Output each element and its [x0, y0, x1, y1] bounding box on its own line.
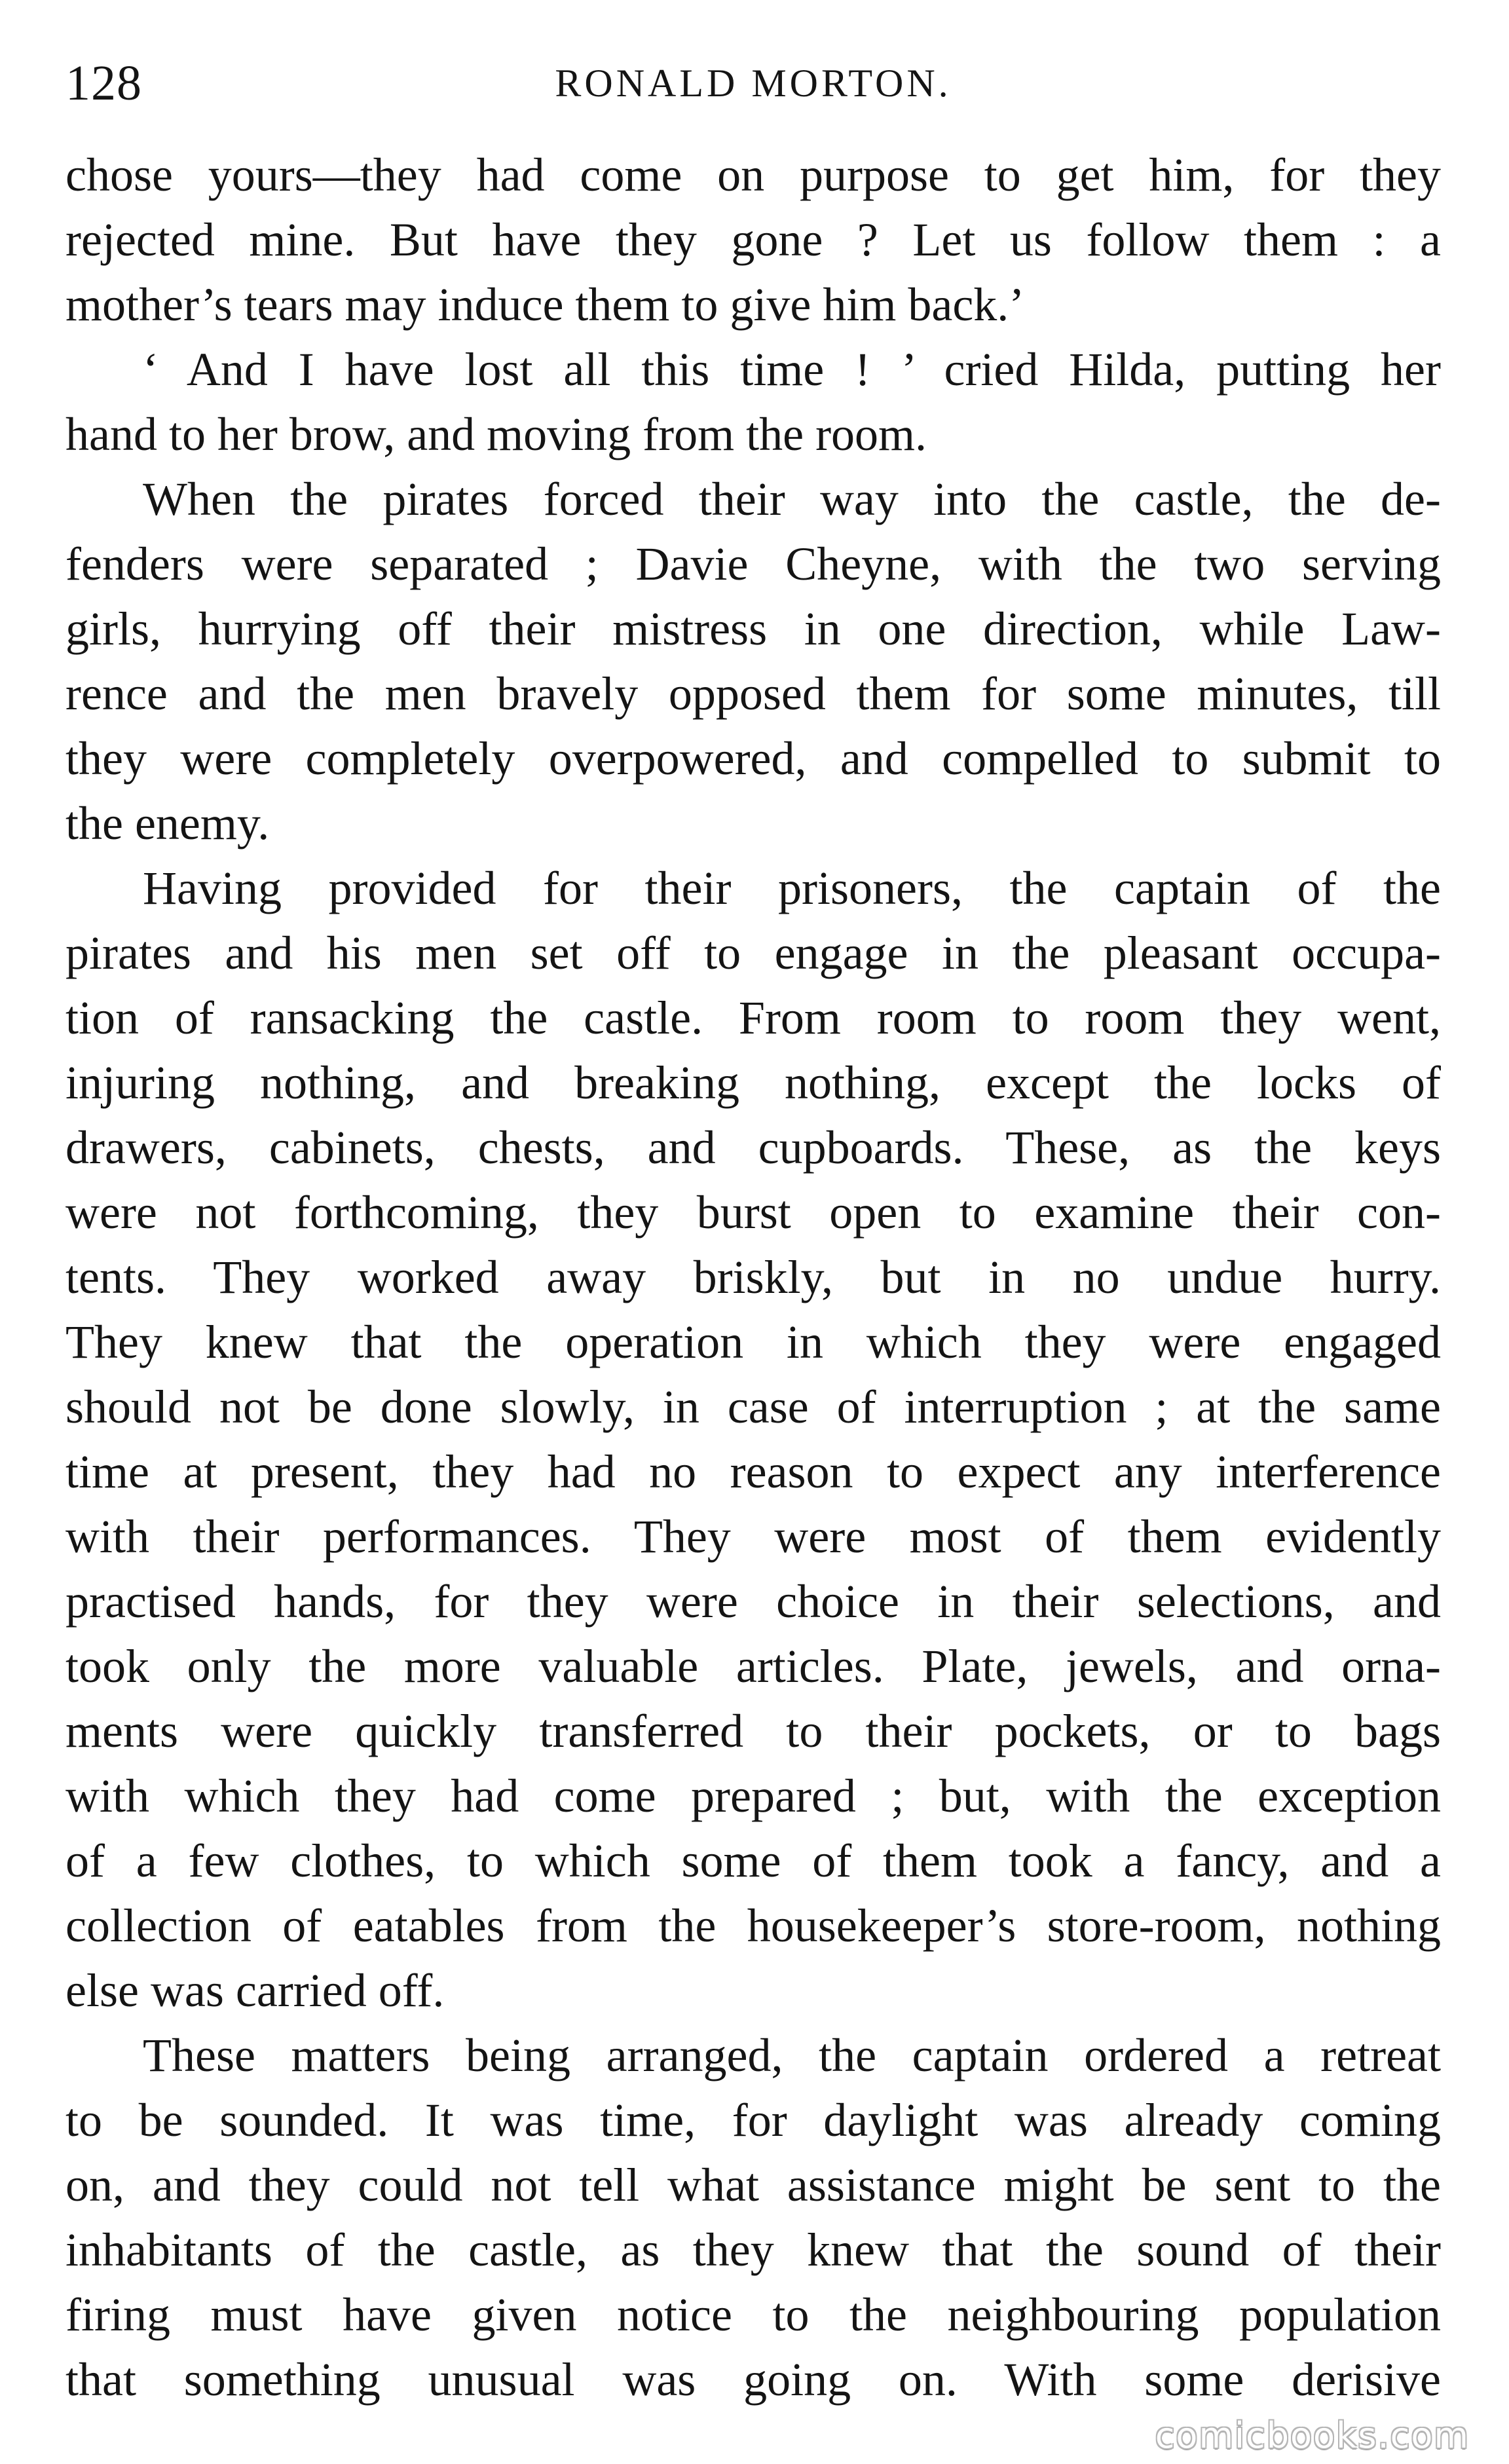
running-head: RONALD MORTON.	[555, 62, 952, 105]
text-line: firing must have given notice to the neighbouring population	[65, 2288, 1441, 2341]
page-number: 128	[65, 56, 142, 111]
text-line: were not forthcoming, they burst open to examine their con-	[65, 1186, 1441, 1239]
text-line: with their performances. They were most of them evidently	[65, 1510, 1441, 1563]
text-line: pirates and his men set off to engage in the pleasant occupa-	[65, 927, 1441, 979]
text-line: mother’s tears may induce them to give him back.’	[65, 278, 1025, 331]
paragraph-first-line: ‘ And I have lost all this time ! ’ cried Hilda, putting her	[143, 343, 1441, 396]
text-line: ments were quickly transferred to their pockets, or to bags	[65, 1705, 1441, 1757]
text-line: practised hands, for they were choice in their selections, and	[65, 1575, 1441, 1628]
text-line: with which they had come prepared ; but, with the exception	[65, 1770, 1441, 1822]
text-line: they were completely overpowered, and compelled to submit to	[65, 732, 1441, 785]
text-line: that something unusual was going on. With some derisive	[65, 2353, 1441, 2406]
text-line: of a few clothes, to which some of them took a fancy, and a	[65, 1835, 1441, 1887]
text-line: injuring nothing, and breaking nothing, except the locks of	[65, 1056, 1441, 1109]
text-line: inhabitants of the castle, as they knew that the sound of their	[65, 2224, 1441, 2276]
text-line: rejected mine. But have they gone ? Let us follow them : a	[65, 214, 1441, 266]
text-line: fenders were separated ; Davie Cheyne, with the two serving	[65, 538, 1441, 590]
text-line: collection of eatables from the housekeeper’s store-room, nothing	[65, 1899, 1441, 1952]
text-line: tion of ransacking the castle. From room to room they went,	[65, 992, 1441, 1044]
text-line: took only the more valuable articles. Plate, jewels, and orna-	[65, 1640, 1441, 1692]
body-text	[65, 143, 1441, 2412]
text-line: tents. They worked away briskly, but in no undue hurry.	[65, 1251, 1441, 1303]
text-line: the enemy.	[65, 797, 270, 849]
paragraph-first-line: When the pirates forced their way into the castle, the de-	[143, 473, 1441, 525]
text-line: time at present, they had no reason to expect any interference	[65, 1446, 1441, 1498]
page-header	[65, 47, 1441, 119]
text-line: to be sounded. It was time, for daylight was already coming	[65, 2094, 1441, 2146]
watermark: comicbooks.com	[1155, 2415, 1470, 2456]
text-line: rence and the men bravely opposed them for some minutes, till	[65, 667, 1441, 720]
text-line: else was carried off.	[65, 1964, 445, 2017]
text-line: should not be done slowly, in case of interruption ; at the same	[65, 1381, 1441, 1433]
paragraph-first-line: These matters being arranged, the captain ordered a retreat	[143, 2029, 1441, 2081]
text-line: hand to her brow, and moving from the room.	[65, 408, 927, 460]
text-line: drawers, cabinets, chests, and cupboards. These, as the keys	[65, 1121, 1441, 1174]
text-line: on, and they could not tell what assistance might be sent to the	[65, 2159, 1441, 2211]
text-line: chose yours—they had come on purpose to get him, for they	[65, 149, 1441, 201]
paragraph-first-line: Having provided for their prisoners, the captain of the	[143, 862, 1441, 914]
text-line: They knew that the operation in which they were engaged	[65, 1316, 1441, 1368]
text-line: girls, hurrying off their mistress in one direction, while Law-	[65, 603, 1441, 655]
